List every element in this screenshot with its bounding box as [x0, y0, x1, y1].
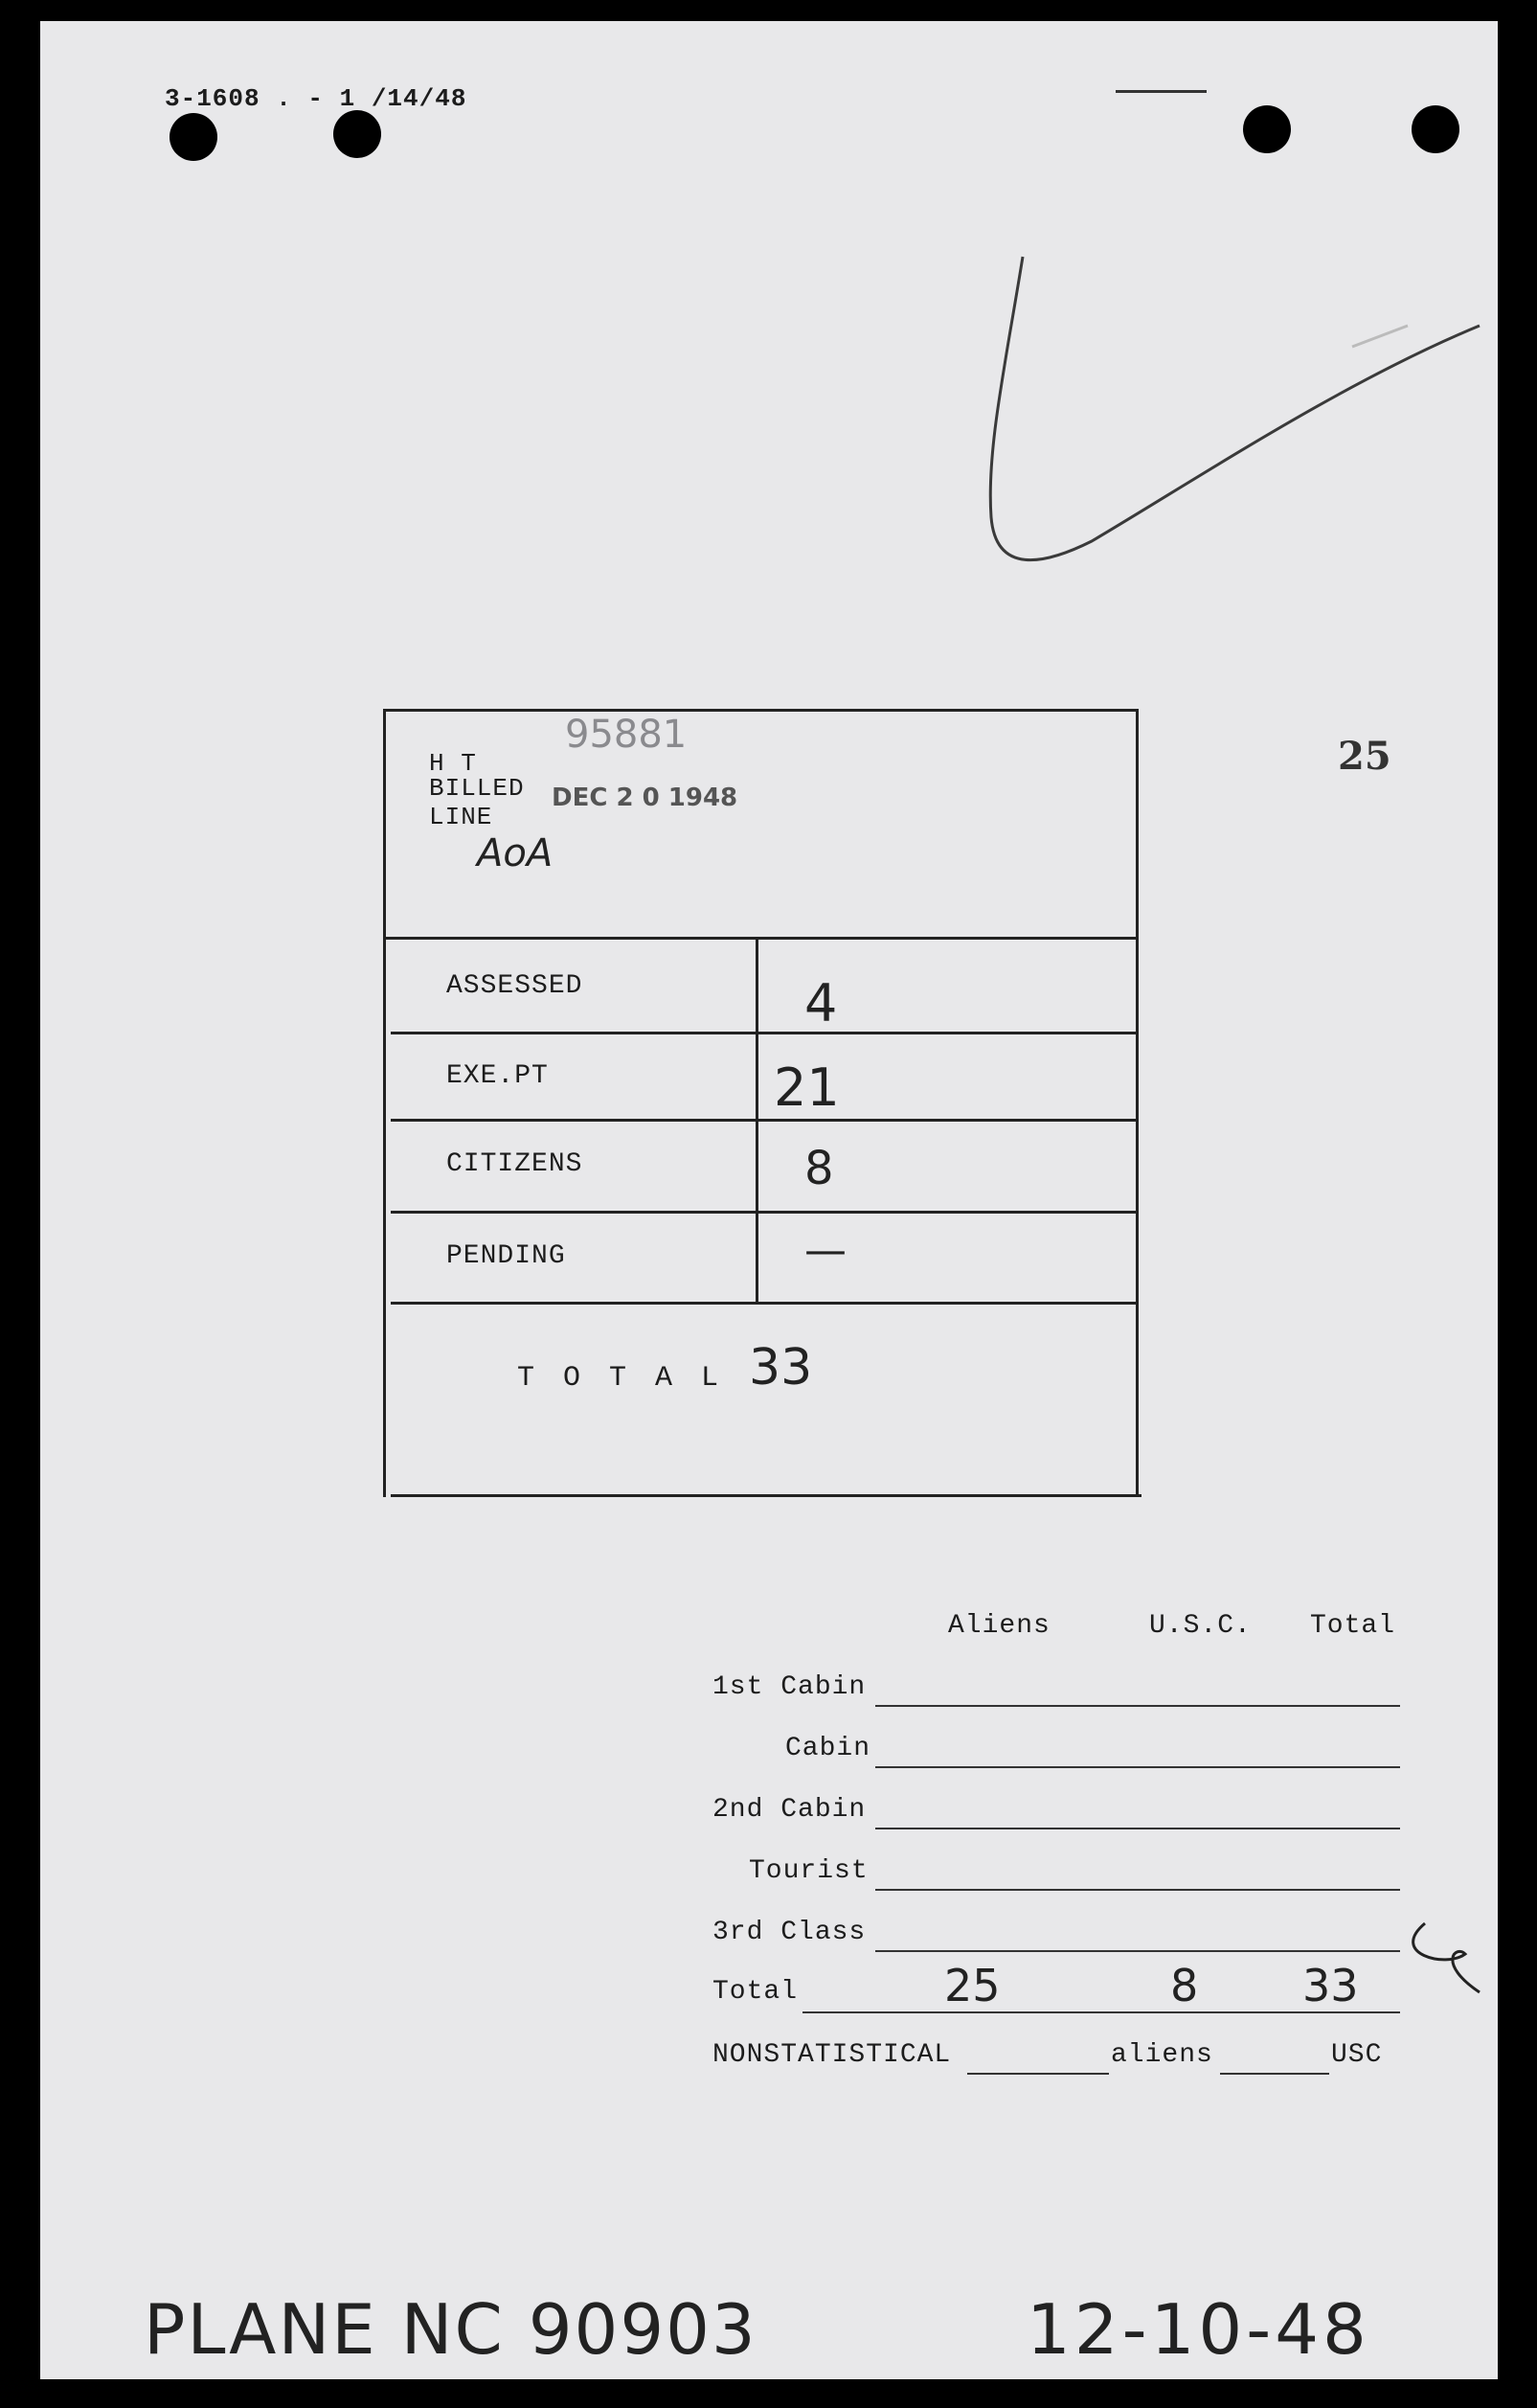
table-rule: [391, 1302, 1136, 1305]
box-border-right: [1136, 709, 1139, 1497]
summary-row-label: 2nd Cabin: [712, 1795, 867, 1825]
line-value: AoA: [477, 831, 554, 875]
row-value-citizens: 8: [804, 1142, 834, 1195]
row-label-pending: PENDING: [446, 1241, 566, 1271]
summary-total-total: 33: [1302, 1960, 1359, 2011]
row-label-citizens: CITIZENS: [446, 1149, 583, 1179]
summary-row-line: [875, 1889, 1400, 1891]
page-number: 25: [1338, 734, 1391, 779]
summary-row-label: 1st Cabin: [712, 1672, 867, 1702]
table-rule: [391, 1119, 1136, 1122]
summary-row-line: [875, 1705, 1400, 1707]
column-header-total: Total: [1310, 1611, 1396, 1641]
summary-total-label: Total: [712, 1977, 799, 2007]
line-label: LINE: [429, 803, 493, 831]
box-border-top: [383, 709, 1136, 712]
summary-total-aliens: 25: [944, 1960, 1001, 2011]
table-rule: [391, 1211, 1136, 1214]
table-divider: [756, 939, 758, 1303]
nonstatistical-usc-label: USC: [1331, 2040, 1383, 2070]
scribble-mark: [1413, 1923, 1480, 1992]
stamp-number: 95881: [565, 713, 688, 757]
summary-row-label: Tourist: [749, 1856, 869, 1886]
stamp-date: DEC 2 0 1948: [552, 784, 738, 812]
form-id: 3-1608 . - 1 /14/48: [165, 84, 467, 113]
summary-row-line: [875, 1950, 1400, 1952]
summary-total-usc: 8: [1170, 1960, 1199, 2011]
billed-label: BILLED: [429, 774, 525, 803]
row-label-exempt: EXE.PT: [446, 1061, 549, 1091]
column-header-aliens: Aliens: [948, 1611, 1051, 1641]
summary-total-line: [802, 2011, 1400, 2013]
column-header-usc: U.S.C.: [1149, 1611, 1252, 1641]
box-border-bottom: [391, 1494, 1141, 1497]
nonstatistical-aliens-label: aliens: [1111, 2040, 1213, 2070]
nonstatistical-label: NONSTATISTICAL: [712, 2040, 952, 2070]
nonstatistical-line: [967, 2073, 1109, 2075]
row-value-assessed: 4: [804, 973, 838, 1034]
box-border-left: [383, 709, 386, 1497]
row-value-exempt: 21: [774, 1057, 840, 1118]
table-rule: [391, 1032, 1136, 1034]
plane-annotation: PLANE NC 90903: [144, 2289, 757, 2370]
summary-row-line: [875, 1766, 1400, 1768]
table-rule: [383, 937, 1136, 940]
row-label-assessed: ASSESSED: [446, 971, 583, 1001]
row-value-pending: —: [804, 1226, 847, 1275]
total-label: T O T A L: [517, 1362, 725, 1395]
total-value: 33: [749, 1339, 813, 1397]
summary-row-label: 3rd Class: [712, 1918, 867, 1947]
summary-row-label: Cabin: [785, 1734, 871, 1763]
nonstatistical-usc-line: [1220, 2073, 1329, 2075]
date-annotation: 12-10-48: [1027, 2289, 1370, 2370]
summary-row-line: [875, 1828, 1400, 1829]
ht-label: H T: [429, 749, 477, 778]
